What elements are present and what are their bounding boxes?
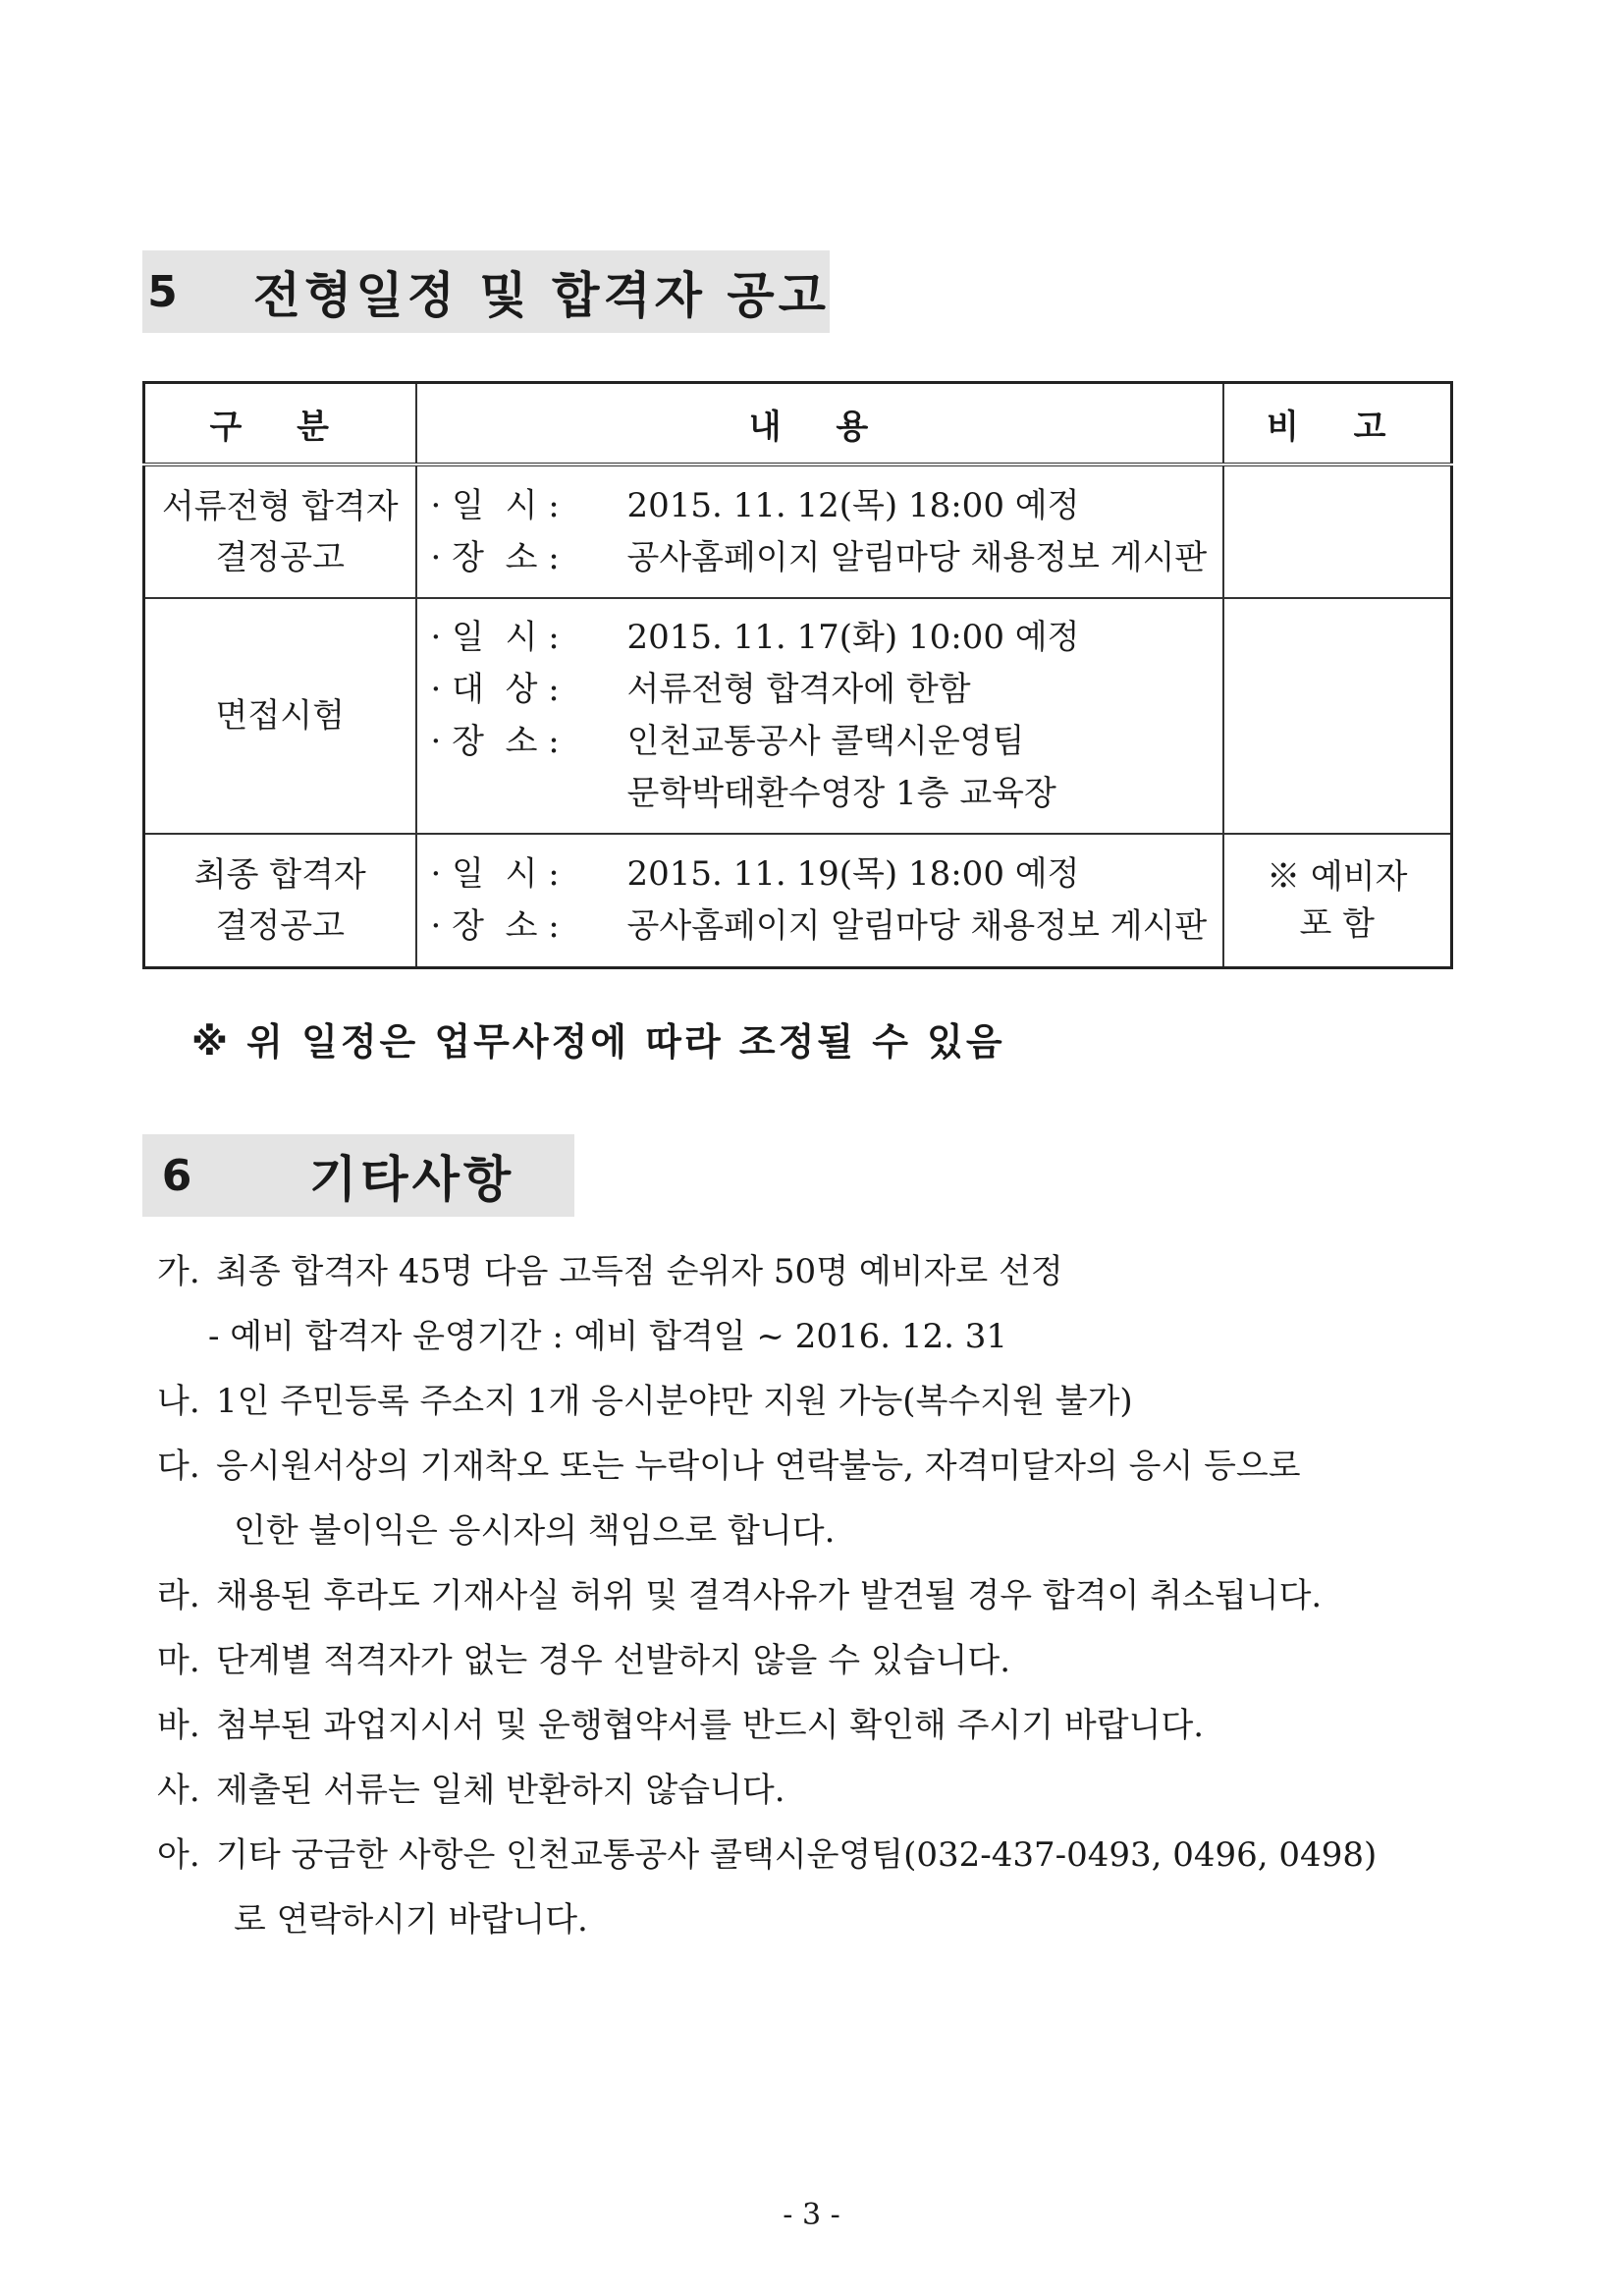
item-text: 응시원서상의 기재착오 또는 누락이나 연락불능, 자격미달자의 응시 등으로: [216, 1447, 1301, 1486]
detail-line: [431, 901, 1209, 953]
category-line: 결정공고: [215, 905, 345, 946]
section-5-header: [142, 250, 830, 333]
list-item: [157, 1239, 1473, 1304]
header-note: 비 고: [1223, 383, 1452, 465]
detail-line: [431, 480, 1209, 532]
row-category: [144, 598, 416, 834]
section-5-number: 5: [147, 266, 178, 317]
row-category: [144, 465, 416, 598]
list-item: [157, 1758, 1473, 1823]
item-text: 기타 궁금한 사항은 인천교통공사 콜택시운영팀(032-437-0493, 0496, 0498): [216, 1835, 1378, 1875]
note-line: ※ 예비자: [1267, 856, 1408, 897]
item-text: 첨부된 과업지시서 및 운행협약서를 반드시 확인해 주시기 바랍니다.: [216, 1706, 1205, 1745]
item-marker: 아.: [157, 1835, 200, 1875]
detail-line: [431, 716, 1209, 768]
item-text: 단계별 적격자가 없는 경우 선발하지 않을 수 있습니다.: [216, 1641, 1011, 1680]
detail-label: · 장 소 :: [430, 905, 570, 946]
item-marker: 사.: [157, 1771, 200, 1810]
table-row: [144, 598, 1452, 834]
item-continuation: 로 연락하시기 바랍니다.: [234, 1900, 588, 1940]
row-details: [416, 834, 1223, 967]
item-marker: 가.: [157, 1252, 200, 1291]
other-items-list: [157, 1239, 1473, 1952]
note-line: 포 함: [1299, 903, 1375, 944]
item-marker: 바.: [157, 1706, 200, 1745]
list-item: [157, 1369, 1473, 1434]
list-item: [157, 1823, 1473, 1887]
detail-value: 서류전형 합격자에 한함: [626, 670, 971, 709]
detail-continuation: 문학박태환수영장 1층 교육장: [626, 774, 1056, 813]
row-details: [416, 598, 1223, 834]
row-details: [416, 465, 1223, 598]
detail-line: [431, 532, 1209, 584]
page-number: - 3 -: [783, 2198, 840, 2232]
detail-label: · 일 시 :: [430, 485, 570, 525]
detail-line: [431, 848, 1209, 901]
detail-value: 2015. 11. 12(목) 18:00 예정: [626, 485, 1080, 525]
item-text: 최종 합격자 45명 다음 고득점 순위자 50명 예비자로 선정: [216, 1252, 1063, 1291]
category-line: 서류전형 합격자: [161, 486, 399, 526]
category-line: 결정공고: [215, 537, 345, 577]
category-line: 면접시험: [215, 696, 345, 736]
detail-value: 공사홈페이지 알림마당 채용정보 게시판: [626, 537, 1208, 577]
detail-value: 공사홈페이지 알림마당 채용정보 게시판: [626, 905, 1208, 946]
item-text: 채용된 후라도 기재사실 허위 및 결격사유가 발견될 경우 합격이 취소됩니다.: [216, 1576, 1323, 1615]
item-marker: 다.: [157, 1447, 200, 1486]
detail-value: 인천교통공사 콜택시운영팀: [626, 722, 1025, 761]
section-6-header: [142, 1134, 574, 1217]
category-line: 최종 합격자: [193, 854, 366, 895]
list-item: [157, 1434, 1473, 1499]
item-continuation: 인한 불이익은 응시자의 책임으로 합니다.: [234, 1511, 836, 1551]
item-text: 제출된 서류는 일체 반환하지 않습니다.: [216, 1771, 785, 1810]
list-item: [157, 1693, 1473, 1758]
list-item: [157, 1563, 1473, 1628]
section-6-title: 기타사항: [309, 1151, 515, 1208]
row-note: [1223, 834, 1452, 967]
detail-label: · 일 시 :: [430, 618, 570, 657]
row-note: [1223, 465, 1452, 598]
detail-line: [431, 664, 1209, 716]
detail-value: 2015. 11. 19(목) 18:00 예정: [626, 853, 1080, 894]
item-text: 1인 주민등록 주소지 1개 응시분야만 지원 가능(복수지원 불가): [216, 1382, 1133, 1421]
row-note: [1223, 598, 1452, 834]
list-item: [157, 1628, 1473, 1693]
header-category: 구 분: [144, 383, 416, 465]
table-row: [144, 834, 1452, 967]
detail-label: · 장 소 :: [430, 537, 570, 577]
section-6-number: 6: [161, 1150, 192, 1201]
item-marker: 마.: [157, 1641, 200, 1680]
row-category: [144, 834, 416, 967]
detail-label: · 대 상 :: [430, 670, 570, 709]
schedule-notice: ※ 위 일정은 업무사정에 따라 조정될 수 있음: [191, 1020, 1005, 1064]
table-row: [144, 465, 1452, 598]
schedule-table-header: [144, 383, 1452, 465]
item-marker: 나.: [157, 1382, 200, 1421]
detail-label: · 일 시 :: [430, 853, 570, 894]
detail-line: [431, 612, 1209, 664]
schedule-table: [142, 381, 1453, 969]
item-subline: - 예비 합격자 운영기간 : 예비 합격일 ~ 2016. 12. 31: [208, 1317, 1007, 1356]
detail-value: 2015. 11. 17(화) 10:00 예정: [626, 618, 1080, 657]
section-5-title: 전형일정 및 합격자 공고: [252, 267, 830, 324]
detail-label: · 장 소 :: [430, 722, 570, 761]
header-content: 내 용: [416, 383, 1223, 465]
item-marker: 라.: [157, 1576, 200, 1615]
